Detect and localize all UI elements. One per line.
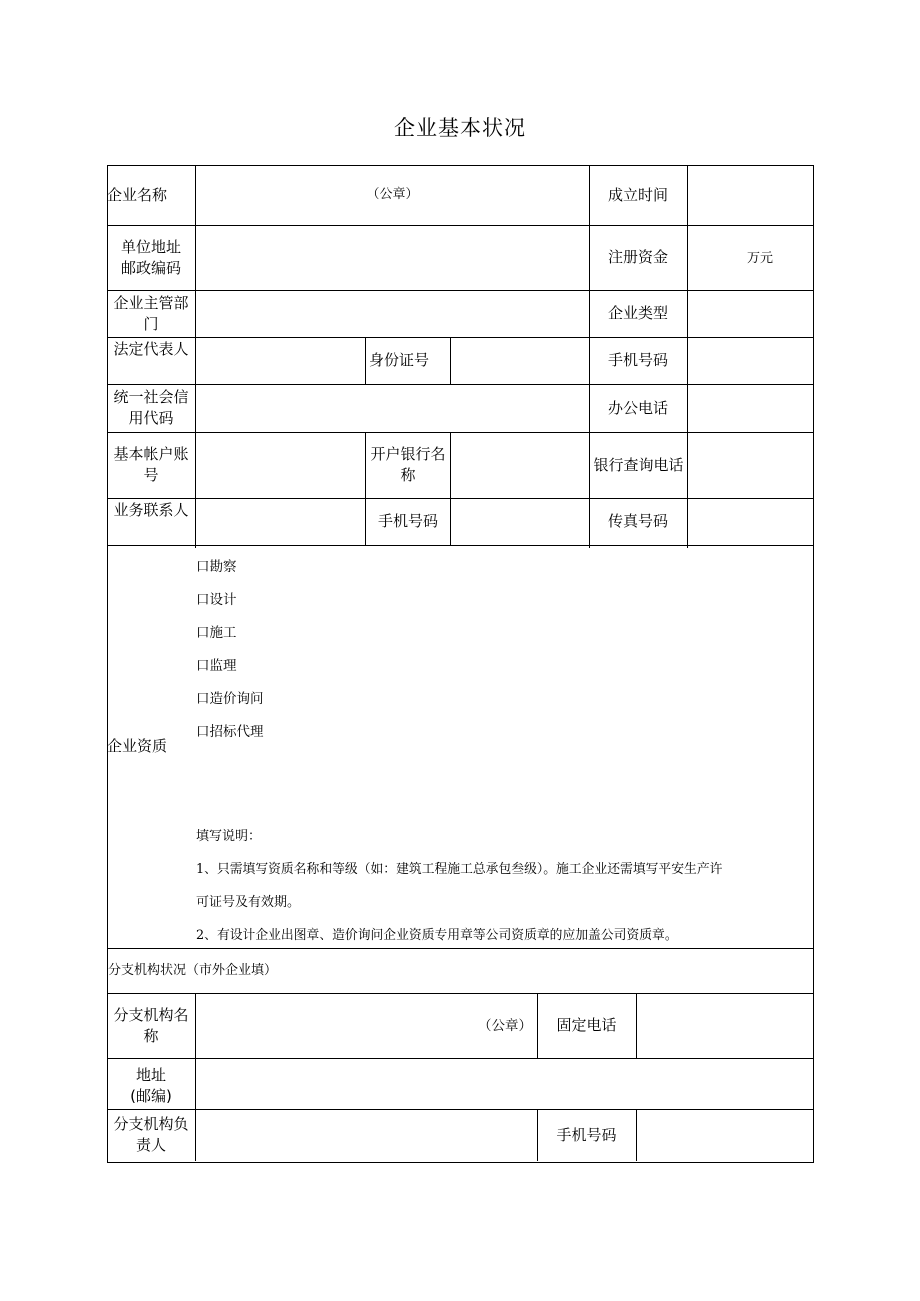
branch-address-field[interactable] <box>196 1058 812 1109</box>
option-cost-consulting[interactable]: 口造价询问 <box>196 691 264 707</box>
founded-field[interactable] <box>688 165 812 225</box>
branch-header: 分支机构状况（市外企业填） <box>108 963 278 978</box>
contact-mobile-label: 手机号码 <box>377 512 438 530</box>
office-phone-field[interactable] <box>688 384 812 432</box>
fax-field[interactable] <box>688 498 812 545</box>
fax-label: 传真号码 <box>607 512 668 530</box>
qualification-label: 企业资质 <box>107 737 168 755</box>
branch-mobile-field[interactable] <box>637 1109 812 1161</box>
contact-mobile-field[interactable] <box>451 498 589 545</box>
branch-seal-hint: （公章） <box>478 1018 532 1034</box>
type-label: 企业类型 <box>607 304 668 322</box>
note-1b: 可证号及有效期。 <box>196 895 301 910</box>
bank-label: 开户银行名称 <box>370 445 446 484</box>
id-label: 身份证号 <box>368 351 429 369</box>
note-2: 2、有设计企业出图章、造价询问企业资质专用章等公司资质章的应加盖公司资质章。 <box>196 928 678 943</box>
founded-label: 成立时间 <box>607 185 668 204</box>
account-label: 基本帐户账号 <box>113 445 189 484</box>
bank-phone-label: 银行查询电话 <box>593 455 684 474</box>
authority-field[interactable] <box>196 290 589 337</box>
branch-manager-label: 分支机构负责人 <box>113 1115 189 1154</box>
branch-name-label: 分支机构名称 <box>113 1005 189 1045</box>
name-label: 企业名称 <box>107 185 168 204</box>
capital-unit: 万元 <box>746 250 773 266</box>
option-supervision[interactable]: 口监理 <box>196 658 237 674</box>
legal-rep-label: 法定代表人 <box>113 340 189 358</box>
office-phone-label: 办公电话 <box>607 398 668 417</box>
branch-phone-label: 固定电话 <box>556 1016 617 1034</box>
branch-address-label: 地址 (邮编) <box>130 1065 172 1105</box>
page-title: 企业基本状况 <box>394 116 526 140</box>
credit-code-label: 统一社会信用代码 <box>113 388 189 427</box>
option-design[interactable]: 口设计 <box>196 592 237 608</box>
capital-field[interactable] <box>688 225 812 290</box>
credit-code-field[interactable] <box>196 384 589 432</box>
capital-label: 注册资金 <box>607 248 668 266</box>
legal-rep-field[interactable] <box>196 337 365 384</box>
mobile-label: 手机号码 <box>607 351 668 369</box>
address-label: 单位地址 邮政编码 <box>120 237 181 277</box>
bank-field[interactable] <box>451 432 589 498</box>
type-field[interactable] <box>688 290 812 337</box>
bank-phone-field[interactable] <box>688 432 812 498</box>
branch-phone-field[interactable] <box>637 993 812 1058</box>
contact-label: 业务联系人 <box>113 501 189 519</box>
id-field[interactable] <box>451 337 589 384</box>
contact-field[interactable] <box>196 498 365 545</box>
mobile-field[interactable] <box>688 337 812 384</box>
option-survey[interactable]: 口勘察 <box>196 559 237 575</box>
authority-label: 企业主管部门 <box>113 293 189 333</box>
account-field[interactable] <box>196 432 365 498</box>
note-title: 填写说明： <box>196 829 262 844</box>
seal-hint: （公章） <box>366 187 419 202</box>
branch-mobile-label: 手机号码 <box>556 1125 617 1144</box>
option-bidding-agent[interactable]: 口招标代理 <box>196 724 264 740</box>
branch-manager-field[interactable] <box>196 1109 537 1161</box>
option-construction[interactable]: 口施工 <box>196 625 237 641</box>
name-field[interactable] <box>196 184 589 206</box>
address-field[interactable] <box>196 225 589 290</box>
note-1a: 1、只需填写资质名称和等级（如：建筑工程施工总承包叁级）。施工企业还需填写平安生产许 <box>196 862 723 877</box>
